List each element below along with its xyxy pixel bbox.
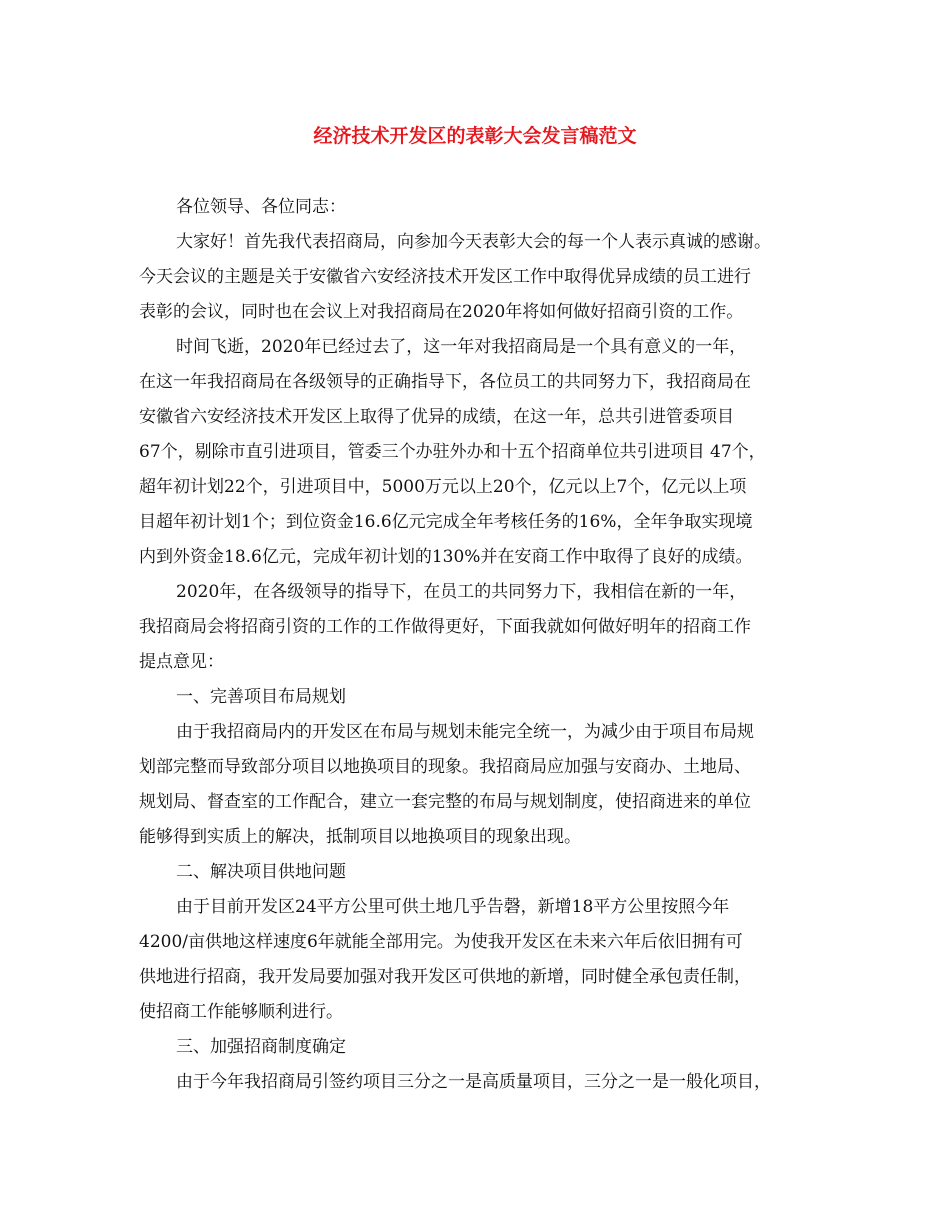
- paragraph-line: 超年初计划22个，引进项目中，5000万元以上20个，亿元以上7个，亿元以上项: [139, 477, 747, 497]
- paragraph-line: 67个，剔除市直引进项目，管委三个办驻外办和十五个招商单位共引进项目 47个，: [139, 442, 766, 462]
- paragraph-line: 由于目前开发区24平方公里可供土地几乎告磬，新增18平方公里按照今年: [176, 897, 730, 917]
- paragraph-line: 能够得到实质上的解决，抵制项目以地换项目的现象出现。: [139, 827, 581, 847]
- paragraph-line: 由于今年我招商局引签约项目三分之一是高质量项目，三分之一是一般化项目，: [176, 1072, 771, 1092]
- paragraph-line: 大家好！首先我代表招商局，向参加今天表彰大会的每一个人表示真诚的感谢。: [176, 232, 771, 252]
- paragraph-line: 规划局、督查室的工作配合，建立一套完整的布局与规划制度，使招商进来的单位: [139, 792, 751, 812]
- paragraph-line: 由于我招商局内的开发区在布局与规划未能完全统一，为减少由于项目布局规: [176, 722, 754, 742]
- paragraph-line: 4200/亩供地这样速度6年就能全部用完。为使我开发区在未来六年后依旧拥有可: [139, 932, 743, 952]
- paragraph-line: 我招商局会将招商引资的工作的工作做得更好，下面我就如何做好明年的招商工作: [139, 617, 751, 637]
- section-heading: 一、完善项目布局规划: [176, 687, 346, 707]
- paragraph-line: 在这一年我招商局在各级领导的正确指导下，各位员工的共同努力下，我招商局在: [139, 372, 751, 392]
- salutation: 各位领导、各位同志：: [176, 197, 346, 217]
- paragraph-line: 安徽省六安经济技术开发区上取得了优异的成绩，在这一年，总共引进管委项目: [139, 407, 734, 427]
- paragraph-line: 2020年，在各级领导的指导下，在员工的共同努力下，我相信在新的一年，: [176, 582, 747, 602]
- paragraph-line: 今天会议的主题是关于安徽省六安经济技术开发区工作中取得优异成绩的员工进行: [139, 267, 751, 287]
- paragraph-line: 目超年初计划1个；到位资金16.6亿元完成全年考核任务的16%，全年争取实现境: [139, 512, 753, 532]
- paragraph-line: 内到外资金18.6亿元，完成年初计划的130%并在安商工作中取得了良好的成绩。: [139, 547, 753, 567]
- paragraph-line: 表彰的会议，同时也在会议上对我招商局在2020年将如何做好招商引资的工作。: [139, 302, 744, 322]
- document-title: 经济技术开发区的表彰大会发言稿范文: [313, 125, 637, 147]
- section-heading: 三、加强招商制度确定: [176, 1037, 346, 1057]
- section-heading: 二、解决项目供地问题: [176, 862, 346, 882]
- paragraph-line: 划部完整而导致部分项目以地换项目的现象。我招商局应加强与安商办、土地局、: [139, 757, 751, 777]
- paragraph-line: 提点意见：: [139, 652, 224, 672]
- paragraph-line: 时间飞逝，2020年已经过去了，这一年对我招商局是一个具有意义的一年，: [176, 337, 747, 357]
- paragraph-line: 供地进行招商，我开发局要加强对我开发区可供地的新增，同时健全承包责任制，: [139, 967, 751, 987]
- paragraph-line: 使招商工作能够顺利进行。: [139, 1002, 343, 1022]
